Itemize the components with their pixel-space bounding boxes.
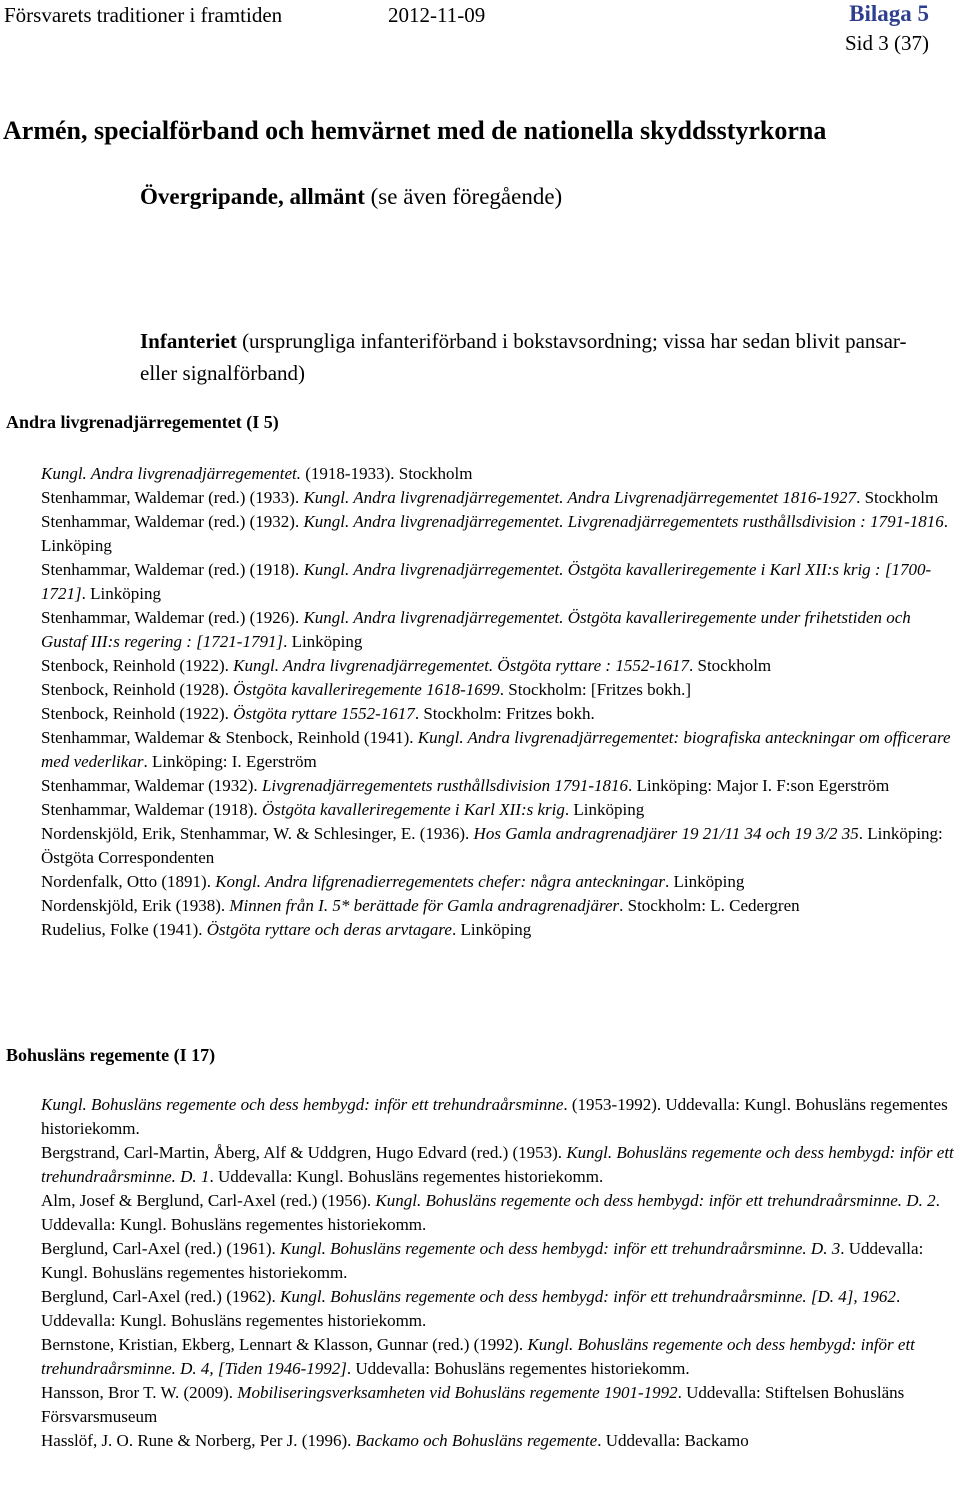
reference-text: . Stockholm — [856, 488, 939, 507]
reference-entry — [41, 1141, 956, 1189]
reference-text: Bergstrand, Carl-Martin, Åberg, Alf & Uddgren, Hugo Edvard (red.) (1953). — [41, 1143, 567, 1162]
reference-entry — [41, 894, 956, 918]
reference-text: Hansson, Bror T. W. (2009). — [41, 1383, 238, 1402]
reference-entry — [41, 918, 956, 942]
reference-text: . Linköping — [451, 920, 532, 939]
reference-title: Kungl. Andra livgrenadjärregementet. Östgöta kavalleriregemente under frihetstiden och Gustaf III:s regering : [1721-1791] — [41, 608, 911, 651]
document-date: 2012-11-09 — [388, 3, 486, 27]
appendix-label: Bilaga 5 — [849, 1, 929, 26]
reference-entry — [41, 1429, 956, 1453]
reference-title: Kungl. Andra livgrenadjärregementet. Östgöta kavalleriregemente i Karl XII:s krig : [1700-1721] — [41, 560, 932, 603]
page-title: Armén, specialförband och hemvärnet med de nationella skyddsstyrkorna — [3, 116, 827, 145]
reference-title: Kungl. Andra livgrenadjärregementet. — [41, 464, 302, 483]
reference-text: Rudelius, Folke (1941). — [41, 920, 207, 939]
reference-title: Kungl. Bohusläns regemente och dess hembygd: inför ett trehundraårsminne — [41, 1095, 564, 1114]
reference-text: Stenbock, Reinhold (1922). — [41, 656, 234, 675]
reference-entry — [41, 1381, 956, 1429]
reference-title: Östgöta kavalleriregemente i Karl XII:s krig — [261, 800, 565, 819]
reference-title: Minnen från I. 5* berättade för Gamla andragrenadjärer — [229, 896, 620, 915]
reference-text: Stenhammar, Waldemar (1918). — [41, 800, 262, 819]
reference-title: Östgöta kavalleriregemente 1618-1699 — [233, 680, 500, 699]
reference-text: . Linköping — [665, 872, 745, 891]
reference-title: Kungl. Bohusläns regemente och dess hembygd: inför ett trehundraårsminne. D. 2 — [375, 1191, 936, 1210]
reference-title: Östgöta ryttare 1552-1617 — [233, 704, 415, 723]
reference-text: Nordenskjöld, Erik (1938). — [41, 896, 230, 915]
reference-text: . Uddevalla: Kungl. Bohusläns regementes historiekomm. — [41, 1191, 940, 1234]
reference-entry — [41, 726, 956, 774]
reference-title: Hos Gamla andragrenadjärer 19 21/11 34 och 19 3/2 35 — [473, 824, 859, 843]
reference-entry — [41, 558, 956, 606]
reference-text: Stenbock, Reinhold (1928). — [41, 680, 234, 699]
reference-text: . Uddevalla: Backamo — [597, 1431, 749, 1450]
section-heading-bold: Infanteriet — [140, 329, 237, 353]
reference-title: Livgrenadjärregementets rusthållsdivision 1791-1816 — [261, 776, 629, 795]
reference-title: Kungl. Bohusläns regemente och dess hembygd: inför ett trehundraårsminne. D. 4, [Tiden 1946-1992] — [41, 1335, 915, 1378]
reference-entry — [41, 822, 956, 870]
reference-text: . Uddevalla: Stiftelsen Bohusläns Försvarsmuseum — [41, 1383, 905, 1426]
reference-title: Kungl. Bohusläns regemente och dess hembygd: inför ett trehundraårsminne. [D. 4], 1962 — [280, 1287, 896, 1306]
reference-text: (1918-1933). Stockholm — [301, 464, 473, 483]
reference-list-i5 — [41, 462, 956, 942]
reference-text: Stenhammar, Waldemar (red.) (1933). — [41, 488, 304, 507]
reference-entry — [41, 510, 956, 558]
reference-entry — [41, 654, 956, 678]
reference-list-i17 — [41, 1093, 956, 1453]
reference-entry — [41, 1237, 956, 1285]
reference-title: Kongl. Andra lifgrenadierregementets chefer: några anteckningar — [215, 872, 666, 891]
reference-text: Berglund, Carl-Axel (red.) (1962). — [41, 1287, 281, 1306]
reference-text: Stenhammar, Waldemar (red.) (1926). — [41, 608, 304, 627]
reference-entry — [41, 774, 956, 798]
document-title: Försvarets traditioner i framtiden — [4, 3, 283, 27]
reference-text: . Linköping: I. Egerström — [143, 752, 317, 771]
reference-text: Nordenskjöld, Erik, Stenhammar, W. & Schlesinger, E. (1936). — [41, 824, 474, 843]
reference-title: Mobiliseringsverksamheten vid Bohusläns regemente 1901-1992 — [237, 1383, 678, 1402]
unit-heading-i17: Bohusläns regemente (I 17) — [6, 1045, 216, 1065]
reference-title: Kungl. Bohusläns regemente och dess hembygd: inför ett trehundraårsminne. D. 1 — [41, 1143, 954, 1186]
reference-text: Hasslöf, J. O. Rune & Norberg, Per J. (1996). — [41, 1431, 356, 1450]
reference-text: Alm, Josef & Berglund, Carl-Axel (red.) (1956). — [41, 1191, 376, 1210]
reference-text: . Uddevalla: Bohusläns regementes historiekomm. — [346, 1359, 690, 1378]
reference-text: . Stockholm: L. Cedergren — [619, 896, 800, 915]
reference-text: . Linköping — [283, 632, 363, 651]
reference-text: . Uddevalla: Kungl. Bohusläns regementes historiekomm. — [209, 1167, 604, 1186]
reference-text: . Stockholm: Fritzes bokh. — [414, 704, 595, 723]
reference-text: Stenhammar, Waldemar (1932). — [41, 776, 262, 795]
reference-title: Kungl. Andra livgrenadjärregementet. Livgrenadjärregementets rusthållsdivision : 1791-1816 — [303, 512, 944, 531]
reference-text: Bernstone, Kristian, Ekberg, Lennart & Klasson, Gunnar (red.) (1992). — [41, 1335, 528, 1354]
reference-text: . Linköping — [41, 512, 948, 555]
reference-text: . Linköping — [81, 584, 161, 603]
reference-title: Kungl. Andra livgrenadjärregementet: biografiska anteckningar om officerare med vederlikar — [41, 728, 951, 771]
section-heading-note: (ursprungliga infanteriförband i bokstavsordning; vissa har sedan blivit pansar- eller signalförband) — [140, 329, 907, 385]
reference-title: Kungl. Bohusläns regemente och dess hembygd: inför ett trehundraårsminne. D. 3 — [280, 1239, 841, 1258]
reference-entry — [41, 870, 956, 894]
reference-entry — [41, 798, 956, 822]
subtitle — [140, 184, 562, 210]
reference-text: Stenhammar, Waldemar (red.) (1932). — [41, 512, 304, 531]
reference-text: Stenhammar, Waldemar (red.) (1918). — [41, 560, 304, 579]
section-heading — [140, 325, 940, 389]
reference-title: Kungl. Andra livgrenadjärregementet. Östgöta ryttare : 1552-1617 — [233, 656, 689, 675]
reference-entry — [41, 462, 956, 486]
reference-text: . Uddevalla: Kungl. Bohusläns regementes historiekomm. — [41, 1239, 924, 1282]
page-number: Sid 3 (37) — [845, 31, 929, 55]
reference-text: . Linköping: Major I. F:son Egerström — [628, 776, 890, 795]
reference-entry — [41, 486, 956, 510]
reference-entry — [41, 606, 956, 654]
reference-title: Kungl. Andra livgrenadjärregementet. Andra Livgrenadjärregementet 1816-1927 — [303, 488, 857, 507]
subtitle-bold: Övergripande, allmänt — [140, 184, 365, 209]
reference-entry — [41, 1189, 956, 1237]
reference-text: . Uddevalla: Kungl. Bohusläns regementes historiekomm. — [41, 1287, 901, 1330]
reference-entry — [41, 702, 956, 726]
reference-title: Backamo och Bohusläns regemente — [355, 1431, 598, 1450]
reference-text: Berglund, Carl-Axel (red.) (1961). — [41, 1239, 281, 1258]
unit-heading-i5: Andra livgrenadjärregementet (I 5) — [6, 412, 279, 432]
reference-text: Nordenfalk, Otto (1891). — [41, 872, 216, 891]
reference-entry — [41, 1333, 956, 1381]
reference-text: . (1953-1992). Uddevalla: Kungl. Bohusläns regementes historiekomm. — [41, 1095, 948, 1138]
reference-entry — [41, 1093, 956, 1141]
reference-text: Stenbock, Reinhold (1922). — [41, 704, 234, 723]
subtitle-note: (se även föregående) — [364, 184, 563, 209]
reference-entry — [41, 678, 956, 702]
reference-text: . Stockholm — [688, 656, 772, 675]
reference-text: . Linköping: Östgöta Correspondenten — [41, 824, 943, 867]
reference-text: . Linköping — [564, 800, 645, 819]
reference-text: . Stockholm: [Fritzes bokh.] — [499, 680, 691, 699]
reference-text: Stenhammar, Waldemar & Stenbock, Reinhold (1941). — [41, 728, 418, 747]
reference-title: Östgöta ryttare och deras arvtagare — [206, 920, 452, 939]
reference-entry — [41, 1285, 956, 1333]
